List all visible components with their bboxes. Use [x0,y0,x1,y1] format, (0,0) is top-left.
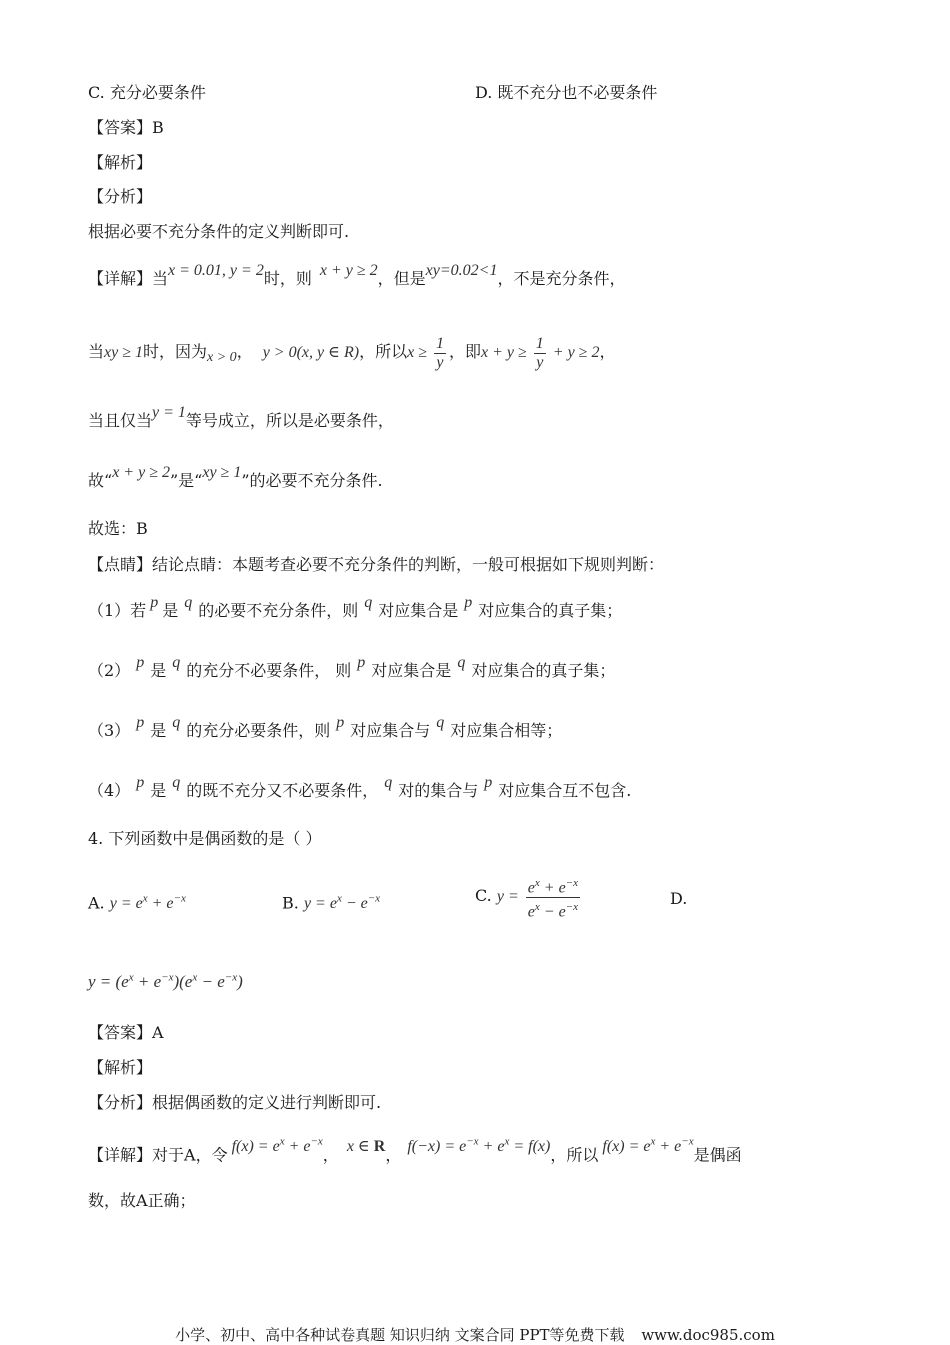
text-fragment: 当且仅当 [88,411,153,430]
detail-line-2: 当xy ≥ 1时，因为x > 0， y > 0(x, y ∈ R)，所以x ≥ $\frac{1}{y}$ ，即x + y ≥ $\frac{1}{y}$ + y ≥ 2， [88,334,616,371]
text-fragment: 当 [152,269,169,288]
var-p: p [150,594,159,611]
math-x-ge-1-over-y: x ≥ $\frac{1}{y}$ [407,334,444,371]
detail-line-1 [88,262,626,291]
footer-link[interactable]: www.doc985.com [641,1326,775,1344]
q4-answer-line [88,1022,164,1044]
text-fragment: 的既不充分又不必要条件， [186,781,379,800]
math-expr: x + y ≥ 2 [319,262,378,279]
math-expr: x + y ≥ 2 [112,464,170,481]
rule-4 [88,774,632,803]
text-fragment: 是 [150,661,167,680]
text-fragment: ”的必要不充分条件. [241,471,383,490]
option-letter: D. [670,889,688,908]
math-expr: xy ≥ 1 [202,464,242,481]
detail-line-3 [88,404,394,433]
option-c [88,82,206,104]
footer-left: 小学、初中、高中各种试卷真题 知识归纳 文案合同 PPT等免费下载 [175,1326,625,1344]
text-fragment: 的充分必要条件，则 [186,721,331,740]
text-fragment: 对应集合相等； [450,721,563,740]
answer-label: 【答案】 [88,1023,153,1042]
answer-value: A [152,1023,164,1042]
text-fragment: 对应集合互不包含. [498,781,632,800]
option-letter: A. [88,893,105,913]
rule-2 [88,654,616,683]
var-q: q [184,594,193,611]
text-fragment: 等号成立，所以是必要条件， [185,411,394,430]
text-fragment: ，但是 [377,269,426,288]
math-fx: $f(x) = e^x + e^{-x}$ [231,1136,323,1156]
math-expr: xy ≥ 1 [104,344,143,361]
text-fragment: 时，因为 [143,342,208,361]
var-p: p [357,654,366,671]
var-q: q [436,714,445,731]
q4-fenxi: 【分析】根据偶函数的定义进行判断即可. [88,1093,382,1112]
text-fragment: 是 [150,721,167,740]
text-fragment: 是 [150,781,167,800]
var-p: p [136,774,145,791]
text-fragment: 是偶函 [693,1145,742,1165]
text-fragment: ， [385,1145,402,1165]
guxuan-line: 故选：B [88,519,148,538]
text-fragment: ，即 [448,342,481,361]
dianjing-line: 【点睛】结论点睛：本题考查必要不充分条件的判断，一般可根据如下规则判断： [88,555,665,574]
text-fragment: ，所以 [550,1145,599,1165]
text-fragment: 是 [162,601,179,620]
detail-label: 【详解】 [88,269,153,288]
text-fragment: 故“ [88,471,113,490]
q4-analysis-label: 【解析】 [88,1058,153,1077]
option-letter: B. [282,893,299,913]
math-expr: y > 0(x, y ∈ R) [262,344,360,361]
text-fragment: 对应集合是 [371,661,452,680]
text-fragment: 当 [88,342,105,361]
q4-detail-line-1 [88,1136,742,1167]
rule-num: （2） [88,661,131,680]
option-letter: C. [475,886,492,905]
math-expr: xy=0.02<1 [425,262,498,279]
rule-num: （1）若 [88,601,147,620]
var-q: q [457,654,466,671]
text-fragment: 对于A，令 [152,1145,228,1165]
text-fragment: ， [236,342,253,361]
var-q: q [172,714,181,731]
q4-option-b [282,888,380,915]
analysis-label: 【解析】 [88,153,153,172]
text-fragment: 的充分不必要条件， 则 [186,661,352,680]
var-q: q [172,774,181,791]
q4-option-d [670,888,687,910]
q4-detail-line-2: 数，故A正确； [88,1191,196,1210]
math-f-neg-x: $f(-x) = e^{-x} + e^x = f(x)$ [407,1136,551,1156]
option-d [475,82,657,104]
text-fragment: ，所以 [359,342,408,361]
answer-line [88,117,164,139]
rule-num: （4） [88,781,131,800]
text-fragment: 对应集合与 [350,721,431,740]
math-fx-2: $f(x) = e^x + e^{-x}$ [602,1136,694,1156]
math-expr: y = 1 [152,404,186,421]
math-option-c: y = $\frac{e^x + e^{-x}}{e^x - e^{-x}}$ [497,888,583,905]
q4-option-a [88,888,186,915]
rule-num: （3） [88,721,131,740]
detail-line-4 [88,464,383,493]
var-p: p [464,594,473,611]
text-fragment: 的必要不充分条件，则 [198,601,359,620]
fenxi-text: 根据必要不充分条件的定义判断即可. [88,222,350,241]
answer-label: 【答案】 [88,118,153,137]
text-fragment: ”是“ [169,471,203,490]
math-x-in-r: x ∈ R [346,1138,386,1156]
option-d-text: D. 既不充分也不必要条件 [475,83,658,102]
var-q: q [364,594,373,611]
text-fragment: 时，则 [263,269,312,288]
option-c-text: C. 充分必要条件 [88,83,206,102]
math-option-d: $y = (e^x + e^{-x})(e^x - e^{-x})$ [88,971,243,991]
math-option-a: $y = e^x + e^{-x}$ [109,893,186,913]
rule-3 [88,714,563,743]
text-fragment: 对应集合是 [378,601,459,620]
answer-value: B [152,118,164,137]
rule-1 [88,594,623,623]
q4-stem: 4. 下列函数中是偶函数的是（ ） [88,829,322,848]
detail-label: 【详解】 [88,1145,153,1165]
math-x-plus-y-ineq: x + y ≥ $\frac{1}{y}$ + y ≥ 2 [481,334,600,371]
fenxi-label: 【分析】 [88,187,153,206]
var-q: q [172,654,181,671]
var-p: p [484,774,493,791]
math-expr: x > 0 [207,350,237,365]
var-q: q [384,774,393,791]
q4-option-c [475,866,583,927]
var-p: p [136,654,145,671]
text-fragment: ，不是充分条件， [497,269,626,288]
text-fragment: 对应集合的真子集； [478,601,623,620]
text-fragment: ， [322,1145,339,1165]
var-p: p [336,714,345,731]
math-option-b: $y = e^x - e^{-x}$ [303,893,381,913]
q4-option-d-expr [88,966,243,993]
text-fragment: 对应集合的真子集； [471,661,616,680]
page-footer [0,1324,950,1345]
math-expr: x = 0.01, y = 2 [168,262,264,279]
text-fragment: 对的集合与 [398,781,479,800]
var-p: p [136,714,145,731]
